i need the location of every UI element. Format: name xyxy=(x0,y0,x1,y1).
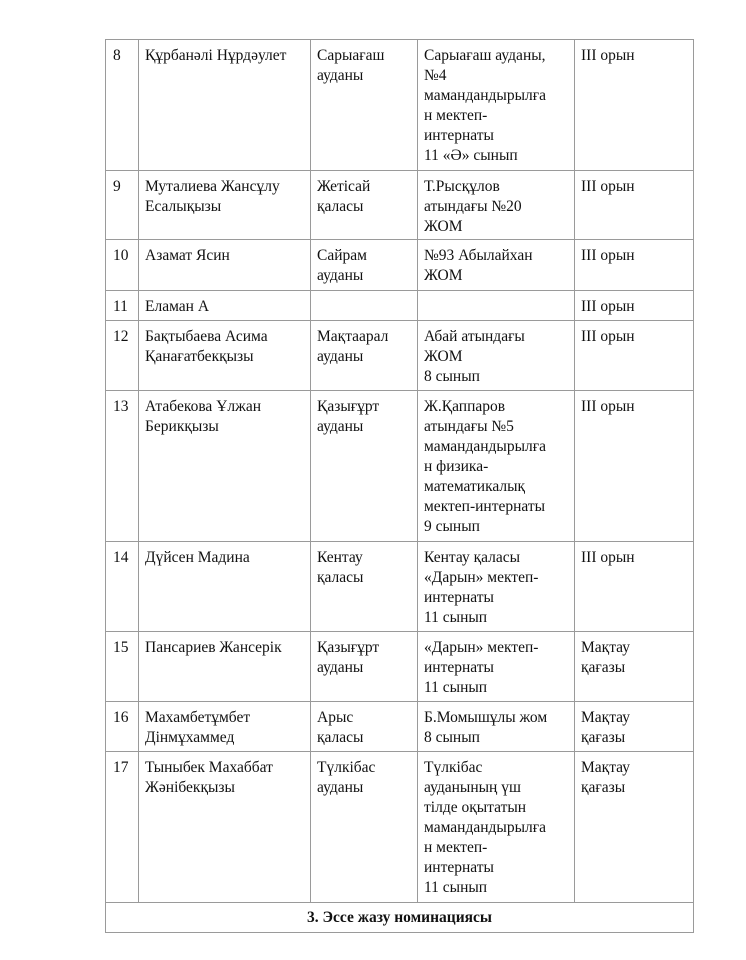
cell-number xyxy=(106,632,139,702)
row-number: 8 xyxy=(113,47,121,64)
cell-school-line: мамандандырылға xyxy=(424,438,546,455)
cell-school-line: Т.Рысқұлов xyxy=(424,178,500,195)
cell-school-line: 11 сынып xyxy=(424,879,488,896)
cell-school-line: н мектеп- xyxy=(424,107,488,124)
cell-participant-name-line: Махамбетұмбет xyxy=(145,709,251,726)
cell-result-line: ІІІ орын xyxy=(581,328,635,345)
cell-district xyxy=(311,542,418,632)
cell-school-line: «Дарын» мектеп- xyxy=(424,639,539,656)
cell-district xyxy=(311,391,418,542)
cell-result-line: Мақтау xyxy=(581,759,630,776)
cell-school-line: Б.Момышұлы жом xyxy=(424,709,548,726)
cell-school-line: №4 xyxy=(424,67,447,84)
cell-district-line: Сарыағаш xyxy=(317,47,385,64)
cell-result-line: қағазы xyxy=(581,659,626,676)
cell-district-line: қаласы xyxy=(317,569,364,586)
cell-school-line: 9 сынып xyxy=(424,518,480,535)
cell-school-line: н физика- xyxy=(424,458,489,475)
cell-number xyxy=(106,752,139,903)
cell-school-line: 11 «Ә» сынып xyxy=(424,147,518,164)
cell-participant-name-line: Еламан А xyxy=(145,298,210,315)
cell-district-line: ауданы xyxy=(317,418,364,435)
cell-district-line: қаласы xyxy=(317,729,364,746)
cell-district xyxy=(311,702,418,752)
row-number: 13 xyxy=(113,398,129,415)
cell-school-line: Түлкібас xyxy=(424,759,483,776)
cell-result-line: ІІІ орын xyxy=(581,247,635,264)
row-number: 16 xyxy=(113,709,129,726)
cell-school-line: Абай атындағы xyxy=(424,328,525,345)
cell-number xyxy=(106,542,139,632)
cell-number xyxy=(106,291,139,321)
cell-school-line: атындағы №5 xyxy=(424,418,514,435)
cell-district-line: ауданы xyxy=(317,659,364,676)
cell-district-line: Арыс xyxy=(317,709,354,726)
section-title: 3. Эссе жазу номинациясы xyxy=(106,903,694,933)
results-table-body xyxy=(106,40,694,903)
cell-school-line: Кентау қаласы xyxy=(424,549,521,566)
cell-school-line: мамандандырылға xyxy=(424,819,546,836)
cell-district-line: ауданы xyxy=(317,67,364,84)
cell-participant-name xyxy=(139,542,311,632)
cell-participant-name-line: Дүйсен Мадина xyxy=(145,549,250,566)
cell-participant-name xyxy=(139,391,311,542)
cell-participant-name-line: Дінмұхаммед xyxy=(145,729,235,746)
cell-result-line: ІІІ орын xyxy=(581,549,635,566)
cell-school xyxy=(418,321,575,391)
cell-participant-name-line: Бақтыбаева Асима xyxy=(145,328,268,345)
cell-participant-name-line: Құрбанәлі Нұрдәулет xyxy=(145,47,287,64)
cell-result xyxy=(575,240,694,291)
table-row xyxy=(106,391,694,542)
section-row xyxy=(106,903,694,933)
table-row xyxy=(106,240,694,291)
cell-participant-name xyxy=(139,291,311,321)
cell-school-line: математикалық xyxy=(424,478,526,495)
cell-result xyxy=(575,40,694,171)
cell-school-line: ауданының үш xyxy=(424,779,521,796)
cell-result-line: ІІІ орын xyxy=(581,178,635,195)
cell-result xyxy=(575,542,694,632)
cell-district-line: Түлкібас xyxy=(317,759,376,776)
row-number: 9 xyxy=(113,178,121,195)
cell-number xyxy=(106,240,139,291)
cell-result xyxy=(575,171,694,240)
cell-participant-name xyxy=(139,702,311,752)
cell-result xyxy=(575,702,694,752)
cell-result xyxy=(575,321,694,391)
cell-school-line: 8 сынып xyxy=(424,729,480,746)
cell-result-line: ІІІ орын xyxy=(581,298,635,315)
cell-school-line: мектеп-интернаты xyxy=(424,498,546,515)
cell-participant-name xyxy=(139,171,311,240)
cell-district xyxy=(311,752,418,903)
table-row xyxy=(106,702,694,752)
cell-school xyxy=(418,752,575,903)
cell-school-line: ЖОМ xyxy=(424,348,463,365)
table-row xyxy=(106,321,694,391)
cell-number xyxy=(106,391,139,542)
cell-result-line: қағазы xyxy=(581,729,626,746)
cell-school-line: 8 сынып xyxy=(424,368,480,385)
cell-district-line: Қазығұрт xyxy=(317,639,380,656)
cell-number xyxy=(106,171,139,240)
cell-number xyxy=(106,40,139,171)
cell-district xyxy=(311,291,418,321)
cell-school-line: Сарыағаш ауданы, xyxy=(424,47,546,64)
cell-school-line: интернаты xyxy=(424,659,494,676)
cell-participant-name-line: Берикқызы xyxy=(145,418,219,435)
cell-participant-name xyxy=(139,40,311,171)
cell-district-line: Қазығұрт xyxy=(317,398,380,415)
cell-school xyxy=(418,291,575,321)
cell-result xyxy=(575,391,694,542)
cell-result xyxy=(575,291,694,321)
cell-school xyxy=(418,542,575,632)
cell-school-line: №93 Абылайхан xyxy=(424,247,533,264)
cell-district-line: ауданы xyxy=(317,348,364,365)
cell-participant-name-line: Тыныбек Махаббат xyxy=(145,759,273,776)
cell-school xyxy=(418,171,575,240)
cell-participant-name-line: Азамат Ясин xyxy=(145,247,230,264)
row-number: 14 xyxy=(113,549,129,566)
cell-school-line: интернаты xyxy=(424,859,494,876)
cell-school-line: 11 сынып xyxy=(424,609,488,626)
row-number: 15 xyxy=(113,639,129,656)
cell-school-line: ЖОМ xyxy=(424,267,463,284)
cell-participant-name-line: Жәнібекқызы xyxy=(145,779,235,796)
cell-district-line: ауданы xyxy=(317,779,364,796)
cell-school xyxy=(418,40,575,171)
cell-district xyxy=(311,171,418,240)
cell-school-line: 11 сынып xyxy=(424,679,488,696)
cell-school-line: «Дарын» мектеп- xyxy=(424,569,539,586)
cell-school-line: Ж.Қаппаров xyxy=(424,398,506,415)
cell-district-line: қаласы xyxy=(317,198,364,215)
cell-school xyxy=(418,702,575,752)
cell-district xyxy=(311,240,418,291)
cell-district-line: Кентау xyxy=(317,549,363,566)
table-row xyxy=(106,40,694,171)
cell-school-line: ЖОМ xyxy=(424,218,463,235)
cell-school-line: н мектеп- xyxy=(424,839,488,856)
cell-result-line: ІІІ орын xyxy=(581,47,635,64)
cell-participant-name-line: Есалықызы xyxy=(145,198,222,215)
row-number: 12 xyxy=(113,328,129,345)
table-row xyxy=(106,542,694,632)
table-row xyxy=(106,752,694,903)
cell-district-line: Жетісай xyxy=(317,178,371,195)
cell-result xyxy=(575,632,694,702)
cell-result-line: Мақтау xyxy=(581,709,630,726)
cell-number xyxy=(106,321,139,391)
table-row xyxy=(106,291,694,321)
cell-district xyxy=(311,40,418,171)
cell-district-line: Мақтаарал xyxy=(317,328,389,345)
cell-result-line: ІІІ орын xyxy=(581,398,635,415)
table-row xyxy=(106,632,694,702)
cell-school-line: мамандандырылға xyxy=(424,87,546,104)
cell-result xyxy=(575,752,694,903)
cell-result-line: қағазы xyxy=(581,779,626,796)
cell-district-line: Сайрам xyxy=(317,247,367,264)
row-number: 10 xyxy=(113,247,129,264)
results-table xyxy=(105,39,694,933)
cell-participant-name xyxy=(139,321,311,391)
cell-district xyxy=(311,632,418,702)
cell-school xyxy=(418,240,575,291)
cell-participant-name-line: Атабекова Ұлжан xyxy=(145,398,262,415)
cell-participant-name xyxy=(139,632,311,702)
cell-school-line: интернаты xyxy=(424,589,494,606)
cell-participant-name-line: Қанағатбекқызы xyxy=(145,348,254,365)
row-number: 11 xyxy=(113,298,128,315)
cell-participant-name xyxy=(139,752,311,903)
cell-participant-name-line: Муталиева Жансұлу xyxy=(145,178,280,195)
cell-result-line: Мақтау xyxy=(581,639,630,656)
cell-participant-name-line: Пансариев Жансерік xyxy=(145,639,282,656)
row-number: 17 xyxy=(113,759,129,776)
cell-school-line: тілде оқытатын xyxy=(424,799,527,816)
cell-school-line: атындағы №20 xyxy=(424,198,522,215)
cell-number xyxy=(106,702,139,752)
table-row xyxy=(106,171,694,240)
cell-school-line: интернаты xyxy=(424,127,494,144)
cell-school xyxy=(418,632,575,702)
cell-school xyxy=(418,391,575,542)
cell-district-line: ауданы xyxy=(317,267,364,284)
cell-participant-name xyxy=(139,240,311,291)
cell-district xyxy=(311,321,418,391)
